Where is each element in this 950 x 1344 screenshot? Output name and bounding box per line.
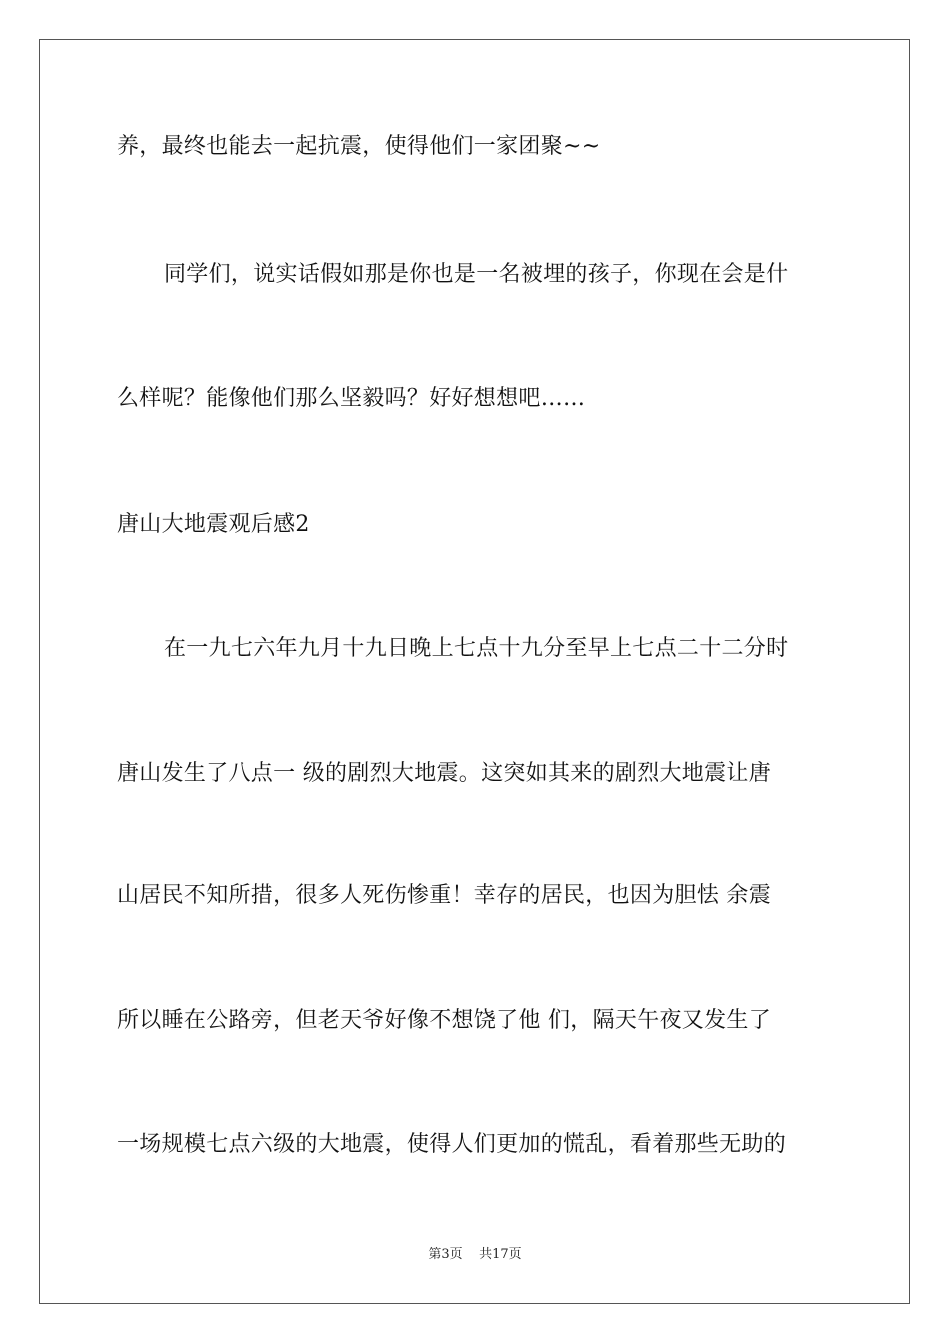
page-border: [39, 39, 910, 1304]
body-text-line: 么样呢？能像他们那么坚毅吗？好好想想吧……: [117, 386, 586, 411]
body-text-line: 在一九七六年九月十九日晚上七点十九分至早上七点二十二分时: [164, 636, 789, 661]
body-text-line: 山居民不知所措，很多人死伤惨重！幸存的居民，也因为胆怯 余震: [117, 883, 771, 908]
page-number-footer: 第3页 共17页: [428, 1247, 522, 1262]
body-text-line: 同学们，说实话假如那是你也是一名被埋的孩子，你现在会是什: [164, 262, 789, 287]
body-text-line: 所以睡在公路旁，但老天爷好像不想饶了他 们，隔天午夜又发生了: [117, 1008, 771, 1033]
body-text-line: 一场规模七点六级的大地震，使得人们更加的慌乱，看着那些无助的: [117, 1132, 787, 1157]
body-text-line: 养，最终也能去一起抗震，使得他们一家团聚~~: [117, 134, 601, 159]
body-text-line: 唐山发生了八点一 级的剧烈大地震。这突如其来的剧烈大地震让唐: [117, 761, 771, 786]
section-heading: 唐山大地震观后感2: [117, 512, 310, 537]
